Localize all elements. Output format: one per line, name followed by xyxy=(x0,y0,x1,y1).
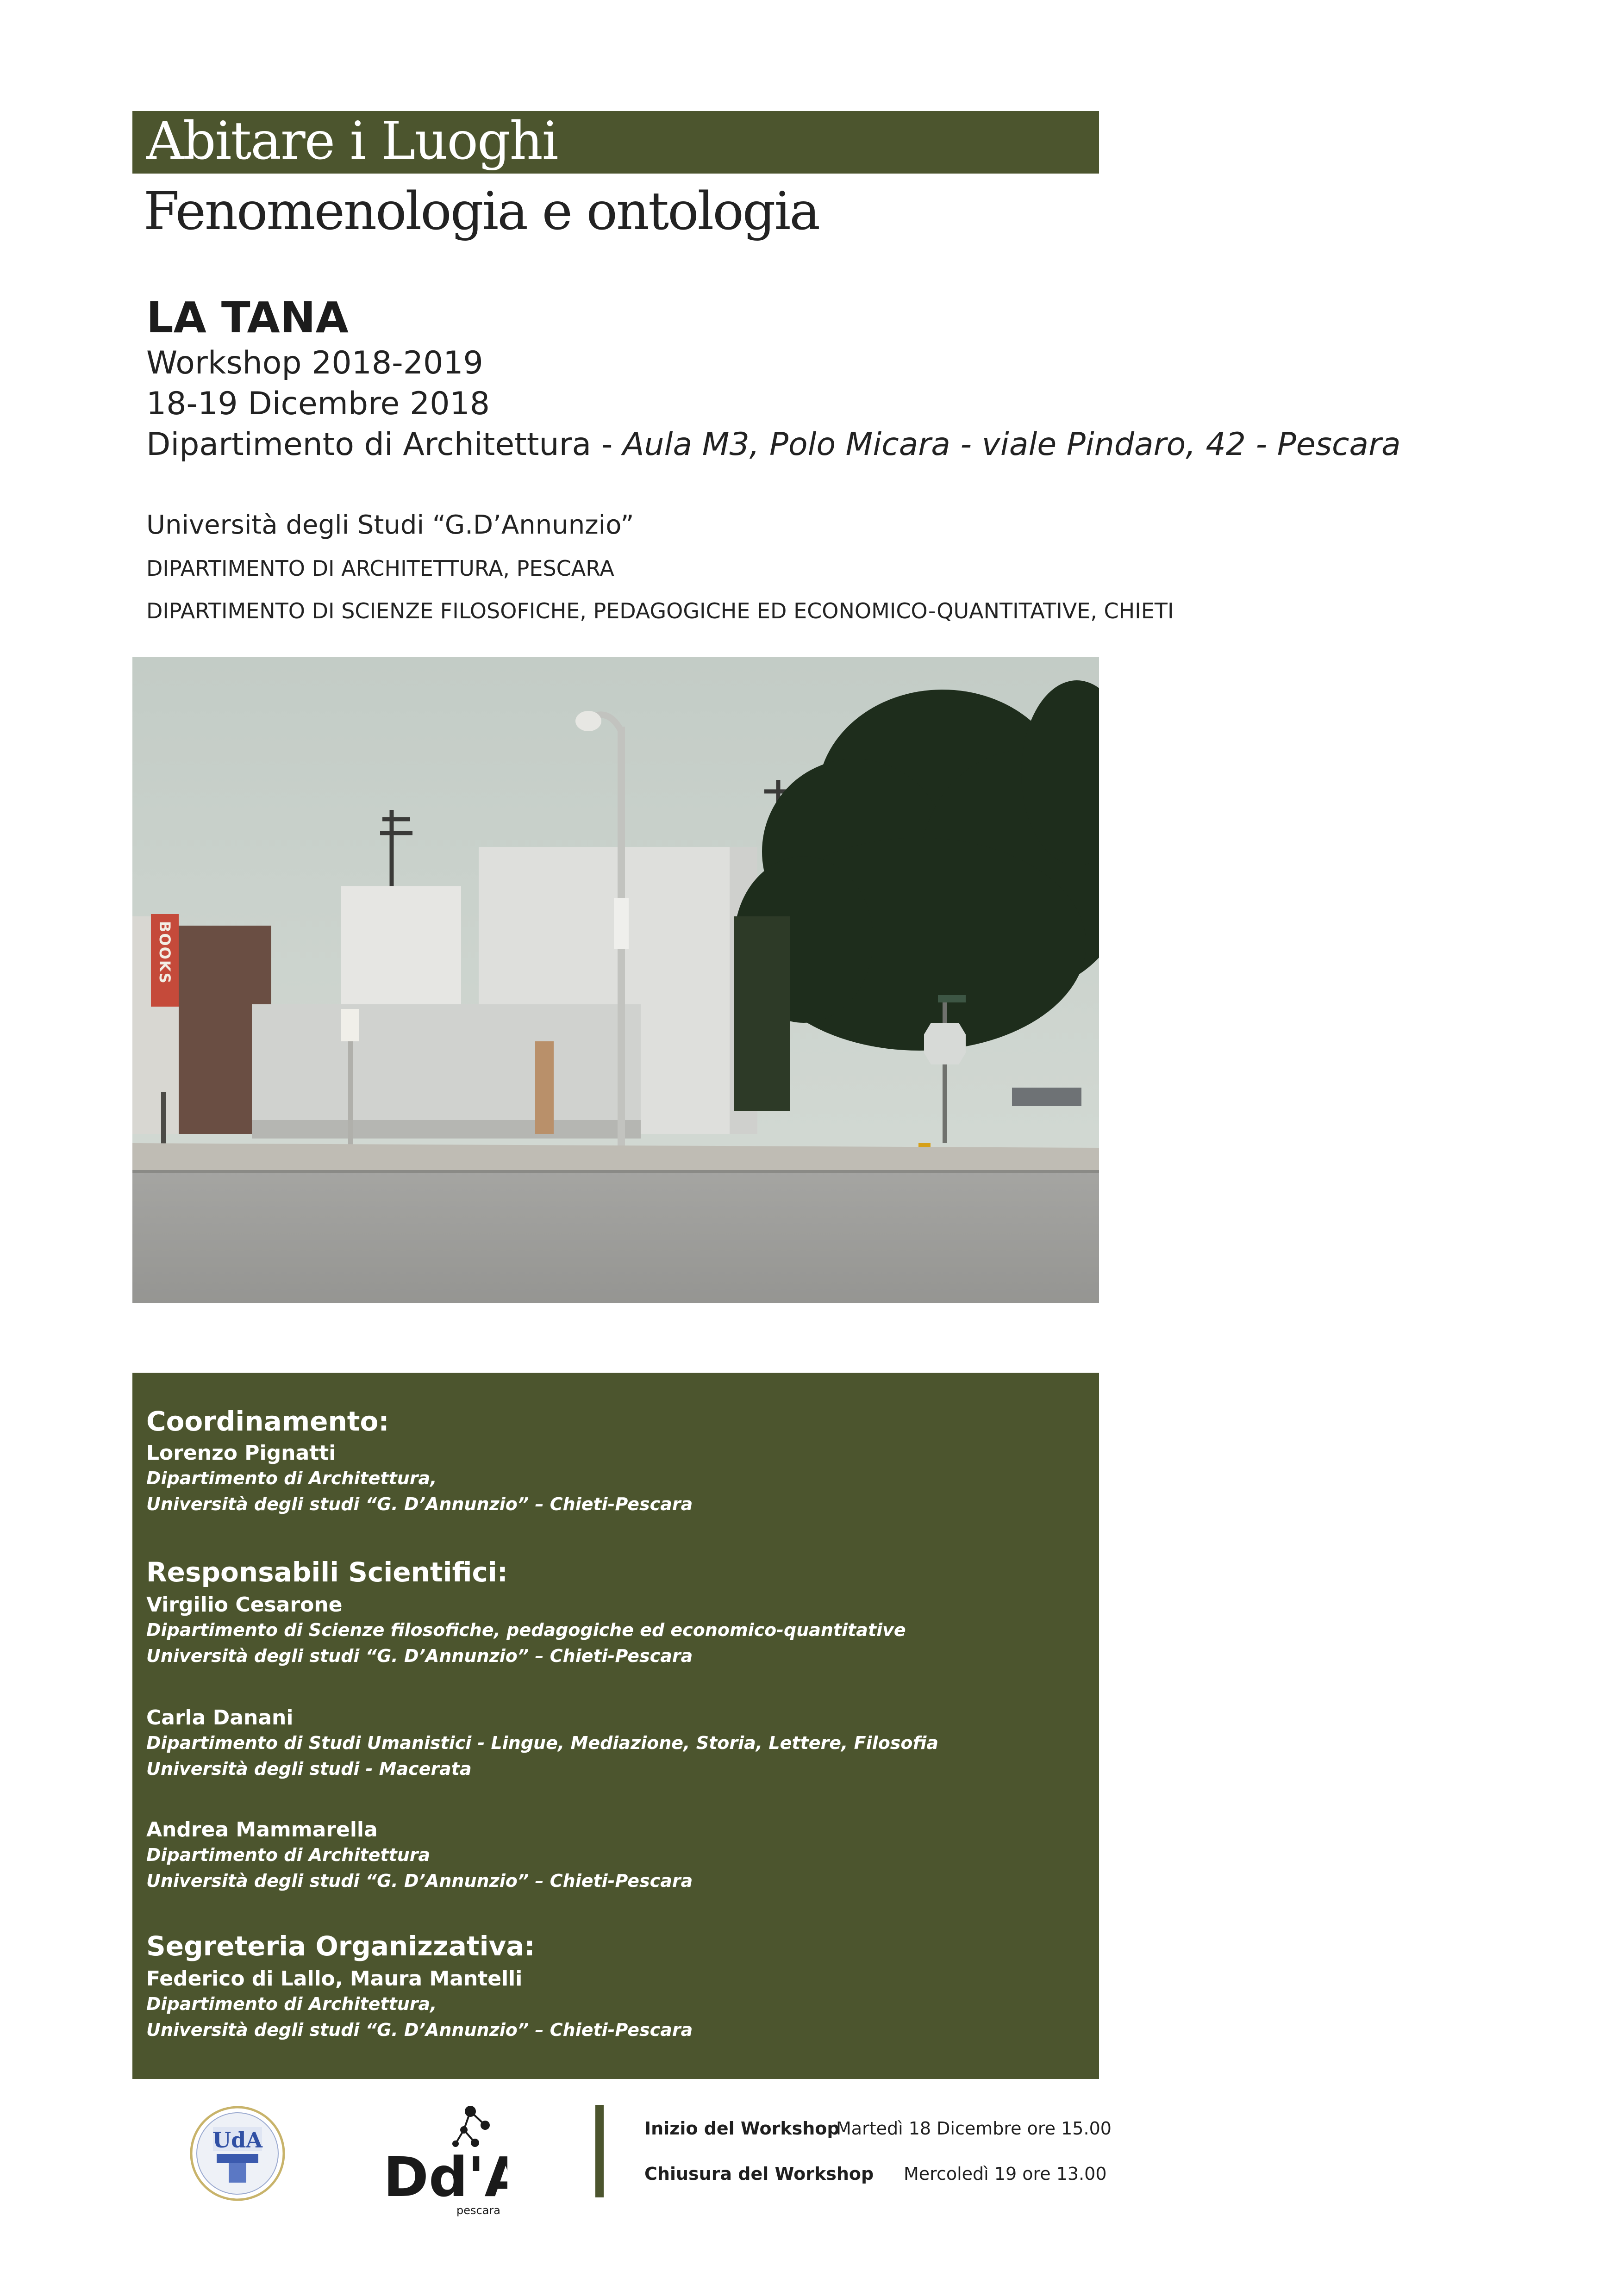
coordinator-affiliation: Dipartimento di Architettura, xyxy=(146,1468,437,1488)
scientist-university: Università degli studi - Macerata xyxy=(146,1759,472,1779)
scientist-university: Università degli studi “G. D’Annunzio” – Chieti-Pescara xyxy=(146,1871,693,1891)
workshop-start-time: Martedì 18 Dicembre ore 15.00 xyxy=(836,2118,1112,2139)
footer-divider xyxy=(595,2105,604,2197)
workshop-years: Workshop 2018-2019 xyxy=(146,345,483,381)
workshop-start-label: Inizio del Workshop xyxy=(644,2118,840,2139)
dda-logo xyxy=(382,2101,507,2217)
scientific-heading: Responsabili Scientifici: xyxy=(146,1556,508,1588)
secretariat-university: Università degli studi “G. D’Annunzio” – Chieti-Pescara xyxy=(146,2020,693,2040)
department-architecture: DIPARTIMENTO DI ARCHITETTURA, PESCARA xyxy=(146,556,614,581)
university-name: Università degli Studi “G.D’Annunzio” xyxy=(146,510,634,540)
credits-panel xyxy=(132,1373,1099,2079)
scientist-name: Virgilio Cesarone xyxy=(146,1593,343,1617)
scientist-university: Università degli studi “G. D’Annunzio” – Chieti-Pescara xyxy=(146,1646,693,1666)
secretariat-heading: Segreteria Organizzativa: xyxy=(146,1930,535,1962)
uda-logo xyxy=(189,2105,286,2202)
workshop-end-label: Chiusura del Workshop xyxy=(644,2164,874,2184)
scientist-name: Carla Danani xyxy=(146,1706,294,1730)
page-subtitle: Fenomenologia e ontologia xyxy=(144,181,819,242)
secretariat-affiliation: Dipartimento di Architettura, xyxy=(146,1994,437,2014)
department-philosophy: DIPARTIMENTO DI SCIENZE FILOSOFICHE, PEDAGOGICHE ED ECONOMICO-QUANTITATIVE, CHIETI xyxy=(146,598,1174,623)
books-sign: BOOKS xyxy=(156,921,174,984)
dda-logo-text: Dd'A xyxy=(383,2145,507,2209)
page-title: Abitare i Luoghi xyxy=(146,111,558,171)
location-department: Dipartimento di Architettura - xyxy=(146,426,623,463)
scientist-affiliation: Dipartimento di Architettura xyxy=(146,1845,431,1865)
coordinator-name: Lorenzo Pignatti xyxy=(146,1441,336,1465)
uda-logo-text: UdA xyxy=(212,2128,262,2153)
event-location xyxy=(146,425,1401,465)
coordinator-university: Università degli studi “G. D’Annunzio” – Chieti-Pescara xyxy=(146,1494,693,1514)
street-photo xyxy=(132,657,1099,1303)
coordination-heading: Coordinamento: xyxy=(146,1406,389,1437)
scientist-affiliation: Dipartimento di Scienze filosofiche, pedagogiche ed economico-quantitative xyxy=(146,1620,906,1640)
scientist-affiliation: Dipartimento di Studi Umanistici - Lingue, Mediazione, Storia, Lettere, Filosofia xyxy=(146,1733,939,1753)
scientist-name: Andrea Mammarella xyxy=(146,1818,378,1842)
location-detail: Aula M3, Polo Micara - viale Pindaro, 42 - Pescara xyxy=(623,426,1401,463)
dda-logo-subtext: pescara xyxy=(456,2204,500,2217)
workshop-dates: 18-19 Dicembre 2018 xyxy=(146,386,490,422)
secretariat-names: Federico di Lallo, Maura Mantelli xyxy=(146,1967,523,1991)
event-name: LA TANA xyxy=(146,293,349,342)
workshop-end-time: Mercoledì 19 ore 13.00 xyxy=(904,2164,1107,2184)
